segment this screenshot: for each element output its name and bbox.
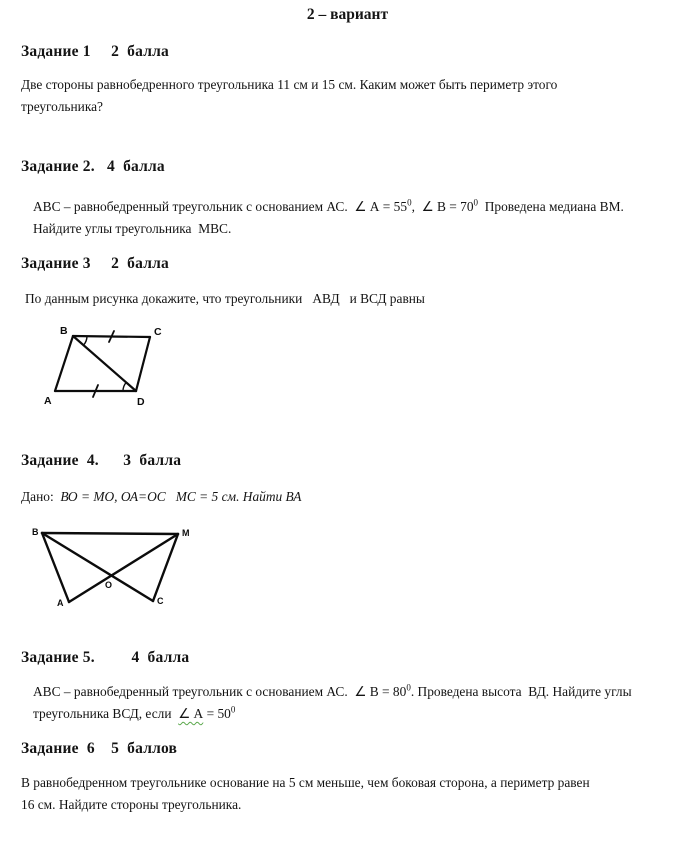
task2-body <box>33 196 678 240</box>
task4-heading: Задание 4. 3 балла <box>21 452 182 469</box>
task6-line2: 16 см. Найдите стороны треугольника. <box>21 797 242 812</box>
task3-heading: Задание 3 2 балла <box>21 255 169 272</box>
degree-superscript: 0 <box>406 682 411 693</box>
crossing-triangles-figure <box>26 522 201 617</box>
vertex-label-c: C <box>157 596 164 606</box>
vertex-label-b: B <box>60 325 68 337</box>
task6-heading: Задание 6 5 баллов <box>21 740 178 757</box>
task4-given-math <box>54 489 302 504</box>
angle-arc-b <box>84 336 88 345</box>
vertex-label-b: B <box>32 527 39 537</box>
vertex-label-m: M <box>182 528 190 538</box>
task2-text-part1: АВС – равнобедренный треугольник с основанием АС. ∠ А = 55 <box>33 199 408 214</box>
parallelogram-figure <box>44 322 174 412</box>
angle-arc-d <box>123 382 126 391</box>
task5-line2-pre: треугольника ВСД, если <box>33 706 179 721</box>
task6-line1: В равнобедренном треугольнике основание на 5 см меньше, чем боковая сторона, а периметр равен <box>21 775 590 790</box>
task5-angle-a-underlined: ∠ А <box>178 706 204 721</box>
task5-line2-post: = 50 <box>203 706 231 721</box>
task4-given <box>21 486 671 508</box>
segment-bm <box>42 533 178 534</box>
task5-text-part2: . Проведена высота ВД. Найдите углы <box>410 684 632 699</box>
task1-body <box>21 74 671 118</box>
intersection-label-o: O <box>105 580 113 590</box>
degree-superscript: 0 <box>230 704 236 715</box>
task1-line1: Две стороны равнобедренного треугольника 11 см и 15 см. Каким может быть периметр этого <box>21 77 558 92</box>
task2-heading: Задание 2. 4 балла <box>21 158 165 175</box>
vertex-label-c: C <box>154 326 162 338</box>
task2-text-part2: , ∠ В = 70 <box>411 199 474 214</box>
side-ab <box>55 336 73 391</box>
task6-body <box>21 772 676 816</box>
task3-body: По данным рисунка докажите, что треугольники АВД и ВСД равны <box>25 291 425 306</box>
segment-ma <box>69 534 178 602</box>
task5-text-part1: АВС – равнобедренный треугольник с основанием АС. ∠ В = 80 <box>33 684 407 699</box>
degree-superscript: 0 <box>473 197 479 208</box>
vertex-label-d: D <box>137 396 145 408</box>
task2-text-part3: Проведена медиана ВМ. <box>478 199 624 214</box>
vertex-label-a: A <box>44 395 52 407</box>
task1-line2: треугольника? <box>21 99 104 114</box>
task4-given-label: Дано: <box>21 489 54 504</box>
task1-heading: Задание 1 2 балла <box>21 43 169 60</box>
side-cd <box>136 337 150 391</box>
task5-heading: Задание 5. 4 балла <box>21 649 190 666</box>
segment-mc <box>153 534 178 601</box>
task2-line2: Найдите углы треугольника МВС. <box>33 221 232 236</box>
task5-body <box>33 681 678 725</box>
vertex-label-a: A <box>57 598 64 608</box>
task4-given-math-text: ВО = МО, ОА=ОС МС = 5 см. Найти ВА <box>60 489 302 504</box>
variant-title: 2 – вариант <box>306 6 389 23</box>
segment-ba <box>42 533 69 602</box>
degree-superscript: 0 <box>407 197 412 208</box>
segment-bc <box>42 533 153 601</box>
